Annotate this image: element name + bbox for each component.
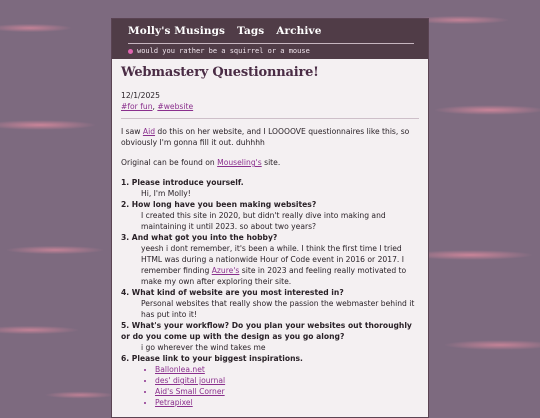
list-item [155,397,419,408]
tag-link-for-fun[interactable]: #for fun [121,102,153,111]
main-nav [128,25,414,37]
questionnaire-list [121,177,419,408]
inspiration-link[interactable]: Ballonlea.net [155,365,205,374]
divider [121,118,419,119]
nav-archive-link[interactable]: Archive [276,25,322,37]
answer-text: Personal websites that really show the passion the webmaster behind it has put into it! [141,299,415,319]
mouseling-link[interactable]: Mouseling's [217,158,262,167]
status-line [128,47,414,55]
nav-home-link[interactable]: Molly's Musings [128,25,226,37]
post-tags: #for fun, #website [121,102,194,111]
question-text: 5. What's your workflow? Do you plan your websites out thoroughly or do you come up with the design as you go along? [121,321,412,341]
original-paragraph: Original can be found on Mouseling's site. [121,158,281,167]
list-item [155,364,419,375]
question-item [121,287,419,320]
question-item [121,199,419,232]
inspiration-link[interactable]: Aid's Small Corner [155,387,225,396]
question-text: 4. What kind of website are you most interested in? [121,288,344,297]
inspirations-list [121,364,419,408]
nav-divider [128,43,414,44]
post-title: Webmastery Questionnaire! [121,65,319,80]
inspiration-link[interactable]: Petrapixel [155,398,193,407]
question-item [121,353,419,408]
status-text: would you rather be a squirrel or a mouse [137,47,310,55]
answer-text: Hi, I'm Molly! [141,189,191,198]
aid-link[interactable]: Aid [142,127,156,136]
intro-paragraph: I saw Aid do this on her website, and I LOOOOVE questionnaires like this, so obviously I'm gonna fill it out. duhhhh [121,127,410,147]
question-text: 1. Please introduce yourself. [121,178,244,187]
list-item [155,386,419,397]
page-container [111,18,429,418]
inspiration-link[interactable]: des' digital journal [155,376,226,385]
answer-text: yeesh i dont remember, it's been a while. I think the first time I tried HTML was during a nationwide Hour of Code event in 2016 or 2017. I remember finding Azure's site in 2023 and feeling really motivated to make my own after exploring their site. [141,244,407,286]
question-text: 2. How long have you been making websites? [121,200,317,209]
question-text: 6. Please link to your biggest inspirations. [121,354,303,363]
tag-link-website[interactable]: #website [157,102,194,111]
nav-tags-link[interactable]: Tags [237,25,265,37]
question-item [121,232,419,287]
site-header [112,19,428,59]
answer-text: I created this site in 2020, but didn't really dive into making and maintaining it until 2023. so about two years? [141,211,386,231]
azure-link[interactable]: Azure's [211,266,240,275]
question-item [121,320,419,353]
status-dot-icon [128,49,133,54]
question-item [121,177,419,199]
question-text: 3. And what got you into the hobby? [121,233,278,242]
post-content [112,59,428,408]
post-date: 12/1/2025 [121,91,160,100]
list-item [155,375,419,386]
answer-text: i go wherever the wind takes me [141,343,266,352]
